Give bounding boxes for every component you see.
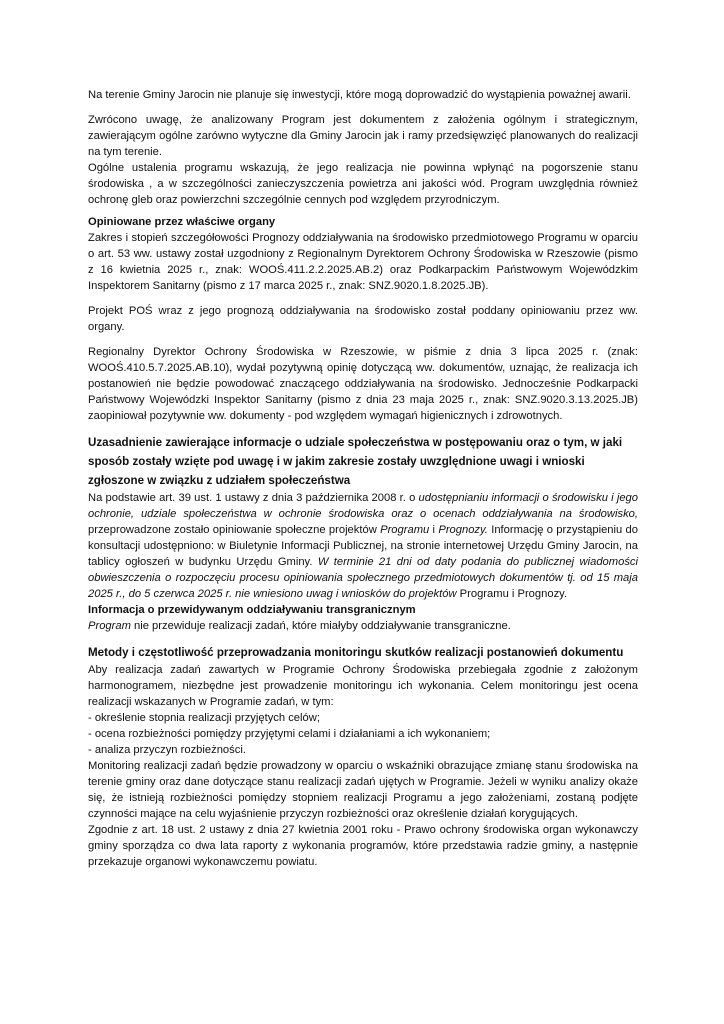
list-item: - określenie stopnia realizacji przyjętych celów; [88,712,320,724]
text-segment: nie przewiduje realizacji zadań, które miałyby oddziaływanie transgraniczne. [130,620,511,632]
paragraph-uzgodnienia: Zakres i stopień szczegółowości Prognozy oddziaływania na środowisko przedmiotowego Programu w oparciu o art. 53 ww. ustawy został uzgodniony z Regionalnym Dyrektorem Ochrony Środowiska w Rzeszowie (pismo z 16 kwietnia 2025 r., znak: WOOŚ.411.2.2.2025.AB.2) oraz Podkarpackim Państwowym Wojewódzkim Inspektorem Sanitarny (pismo z 17 marca 2025 r., znak: SNZ.9020.1.8.2025.JB). [88,232,638,292]
text-segment-italic: Programu [380,524,430,536]
paragraph-raporty: Zgodnie z art. 18 ust. 2 ustawy z dnia 27 kwietnia 2001 roku - Prawo ochrony środowiska organ wykonawczy gminy sporządza co dwa lata raporty z wykonania programów, które przedstawia radzie gminy, a następnie przekazuje organowi wykonawczemu powiatu. [88,824,638,868]
text-segment: Programu i Prognozy. [456,588,568,600]
paragraph-opinie: Regionalny Dyrektor Ochrony Środowiska w Rzeszowie, w piśmie z dnia 3 lipca 2025 r. (znak: WOOŚ.410.5.7.2025.AB.10), wydał pozytywną opinię dotyczącą ww. dokumentów, uznając, że realizacja ich postanowień nie będzie powodować znaczącego oddziaływania na środowisko. Jednocześnie Podkarpacki Państwowy Wojewódzki Inspektor Sanitarny (pismo z dnia 23 maja 2025 r., znak: SNZ.9020.3.13.2025.JB) zaopiniował pozytywnie ww. dokumenty - pod względem wymagań higienicznych i zdrowotnych. [88,346,638,422]
document-page [88,87,638,870]
heading-opiniowane: Opiniowane przez właściwe organy [88,216,276,228]
paragraph-program-findings: Ogólne ustalenia programu wskazują, że jego realizacja nie powinna wpłynąć na pogorszenie stanu środowiska , a w szczególności zanieczyszczenia powietrza ani jakości wód. Program uwzględnia również ochronę gleb oraz powierzchni szczególnie cennych pod względem przyrodniczym. [88,162,638,206]
paragraph-monitoring-details: Monitoring realizacji zadań będzie prowadzony w oparciu o wskaźniki obrazujące zmianę stanu środowiska na terenie gminy oraz dane dotyczące stanu realizacji zadań ujętych w Programie. Jeżeli w wyniku analizy okaże się, że istnieją rozbieżności pomiędzy stopniem realizacji Programu a jego założeniami, zostaną podjęte czynności mające na celu wyjaśnienie przyczyn rozbieżności oraz określenie działań korygujących. [88,760,638,820]
paragraph-projekt-pos: Projekt POŚ wraz z jego prognozą oddziaływania na środowisko został poddany opiniowaniu przez ww. organy. [88,305,638,333]
heading-monitoring: Metody i częstotliwość przeprowadzania monitoringu skutków realizacji postanowień dokumentu [88,646,624,659]
text-segment-italic: W terminie 21 dni od daty podania do publicznej wiadomości obwieszczenia o rozpoczęciu procesu opiniowania społecznego przedmiotowych dokumentów tj. od 15 maja 2025 r., do 5 czerwca 2025 r. nie wniesiono uwag i wniosków do projektów [88,556,638,600]
paragraph-program-nature: Zwrócono uwagę, że analizowany Program jest dokumentem z założenia ogólnym i strategicznym, zawierającym ogólne zarówno wytyczne dla Gminy Jarocin jak i ramy przedsięwzięć planowanych do realizacji na tym terenie. [88,114,638,158]
heading-uzasadnienie: Uzasadnienie zawierające informacje o udziale społeczeństwa w postępowaniu oraz o tym, w jaki sposób zostały wzięte pod uwagę i w jakim zakresie zostały uwzględnione uwagi i wnioski zgłoszone w związku z udziałem społeczeństwa [88,436,623,487]
text-segment: i [429,524,439,536]
paragraph-awaria: Na terenie Gminy Jarocin nie planuje się inwestycji, które mogą doprowadzić do wystąpienia poważnej awarii. [88,89,631,101]
text-segment-italic: udostępnianiu informacji o środowisku i jego ochronie, udziale społeczeństwa w ochronie środowiska oraz o ocenach oddziaływania na środowisko, [88,492,638,520]
paragraph-konsultacje [88,490,638,602]
text-segment-italic: Prognozy. [438,524,488,536]
text-segment-italic: Program [88,620,131,632]
list-item: - ocena rozbieżności pomiędzy przyjętymi celami i działaniami a ich wykonaniem; [88,728,491,740]
text-segment: Na podstawie art. 39 ust. 1 ustawy z dnia 3 października 2008 r. o [88,492,419,504]
paragraph-transgraniczne [88,618,638,634]
list-item: - analiza przyczyn rozbieżności. [88,744,246,756]
paragraph-monitoring-intro: Aby realizacja zadań zawartych w Programie Ochrony Środowiska przebiegała zgodnie z założonym harmonogramem, niezbędne jest prowadzenie monitoringu ich wykonania. Celem monitoringu jest ocena realizacji wskazanych w Programie zadań, w tym: [88,664,638,708]
text-segment: Informację o przystąpieniu do konsultacji udostępniono: w Biuletynie Informacji Publicznej, na stronie internetowej Urzędu Gminy Jarocin, na tablicy ogłoszeń w budynku Urzędu Gminy. [88,524,638,568]
text-segment: przeprowadzone zostało opiniowanie społeczne projektów [88,524,381,536]
heading-transgraniczne: Informacja o przewidywanym oddziaływaniu transgranicznym [88,604,416,616]
